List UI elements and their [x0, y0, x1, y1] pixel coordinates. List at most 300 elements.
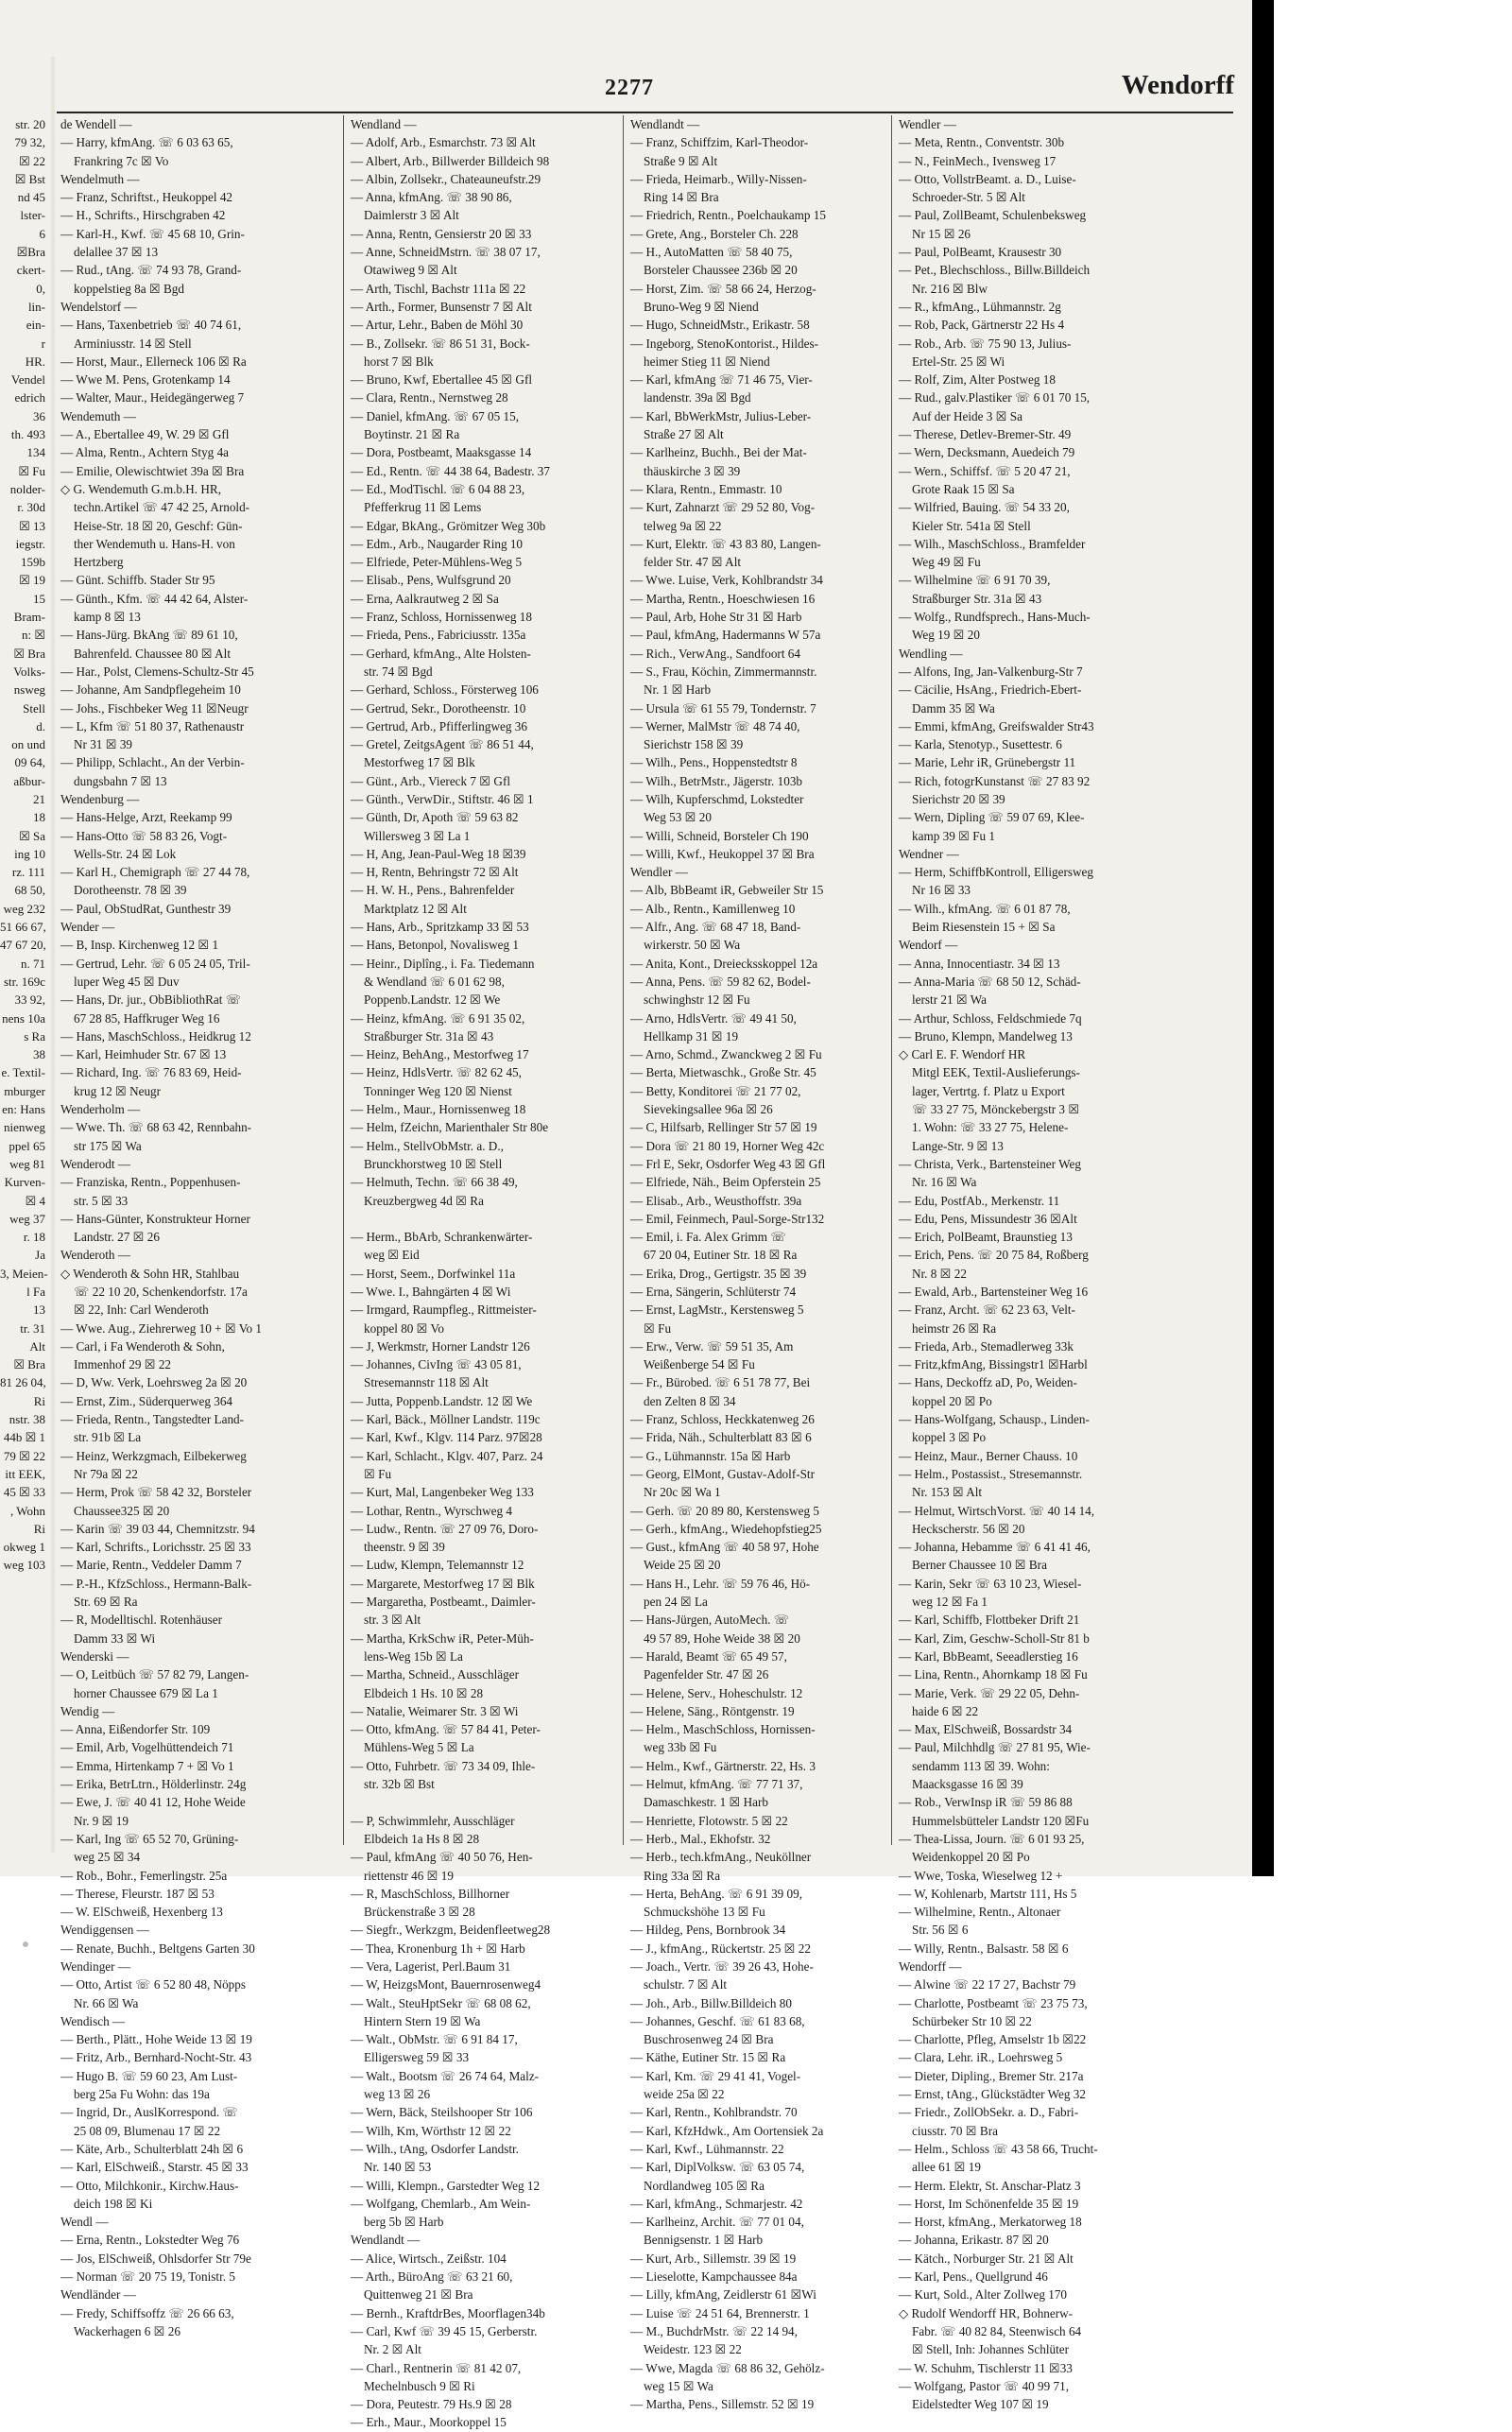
directory-entry-line: ciusstr. 70 ☒ Bra: [912, 2123, 998, 2138]
directory-entry-line: — Richard, Ing. ☏ 76 83 69, Heid-: [60, 1065, 242, 1080]
surname-heading: Wendisch —: [60, 2013, 126, 2028]
directory-entry-line: — Hugo B. ☏ 59 60 23, Am Lust-: [60, 2068, 238, 2083]
directory-entry-line: — Jutta, Poppenb.Landstr. 12 ☒ We: [351, 1393, 533, 1408]
directory-entry-line: — Alwine ☏ 22 17 27, Bachstr 79: [899, 1977, 1076, 1992]
directory-entry-line: Poppenb.Landstr. 12 ☒ We: [364, 992, 501, 1008]
directory-entry-line: — Günt., Arb., Viereck 7 ☒ Gfl: [351, 773, 511, 788]
directory-entry-line: — Rich, fotogrKunstanst ☏ 27 83 92: [899, 773, 1091, 788]
directory-entry-line: koppel 3 ☒ Po: [912, 1430, 987, 1445]
directory-entry-line: — Hans-Helge, Arzt, Reekamp 99: [60, 810, 232, 825]
directory-entry-line: Damaschkestr. 1 ☒ Harb: [644, 1795, 768, 1810]
directory-entry-line: Tonninger Weg 120 ☒ Nienst: [364, 1083, 512, 1098]
directory-entry-line: — W, HeizgsMont, Bauernrosenweg4: [351, 1977, 541, 1992]
directory-entry-line: — Helm., StellvObMstr. a. D.,: [351, 1138, 504, 1153]
directory-entry-line: Stresemannstr 118 ☒ Alt: [364, 1375, 489, 1390]
directory-entry-line: — Paul, kfmAng ☏ 40 50 76, Hen-: [351, 1850, 533, 1865]
directory-entry-line: — Wilfried, Bauing. ☏ 54 33 20,: [899, 500, 1070, 515]
directory-entry-line: Pagenfelder Str. 47 ☒ 26: [644, 1667, 769, 1682]
directory-entry-line: — Dieter, Dipling., Bremer Str. 217a: [899, 2068, 1084, 2083]
directory-entry-line: schwinghstr 12 ☒ Fu: [644, 992, 750, 1008]
directory-entry-line: Dorotheenstr. 78 ☒ 39: [74, 883, 187, 898]
directory-entry-line: — Klara, Rentn., Emmastr. 10: [630, 481, 782, 496]
directory-entry-line: — Thea-Lissa, Journ. ☏ 6 01 93 25,: [899, 1831, 1085, 1846]
previous-page-fragment: 79 ☒ 22: [3, 1448, 45, 1463]
directory-entry-line: — Kätch., Norburger Str. 21 ☒ Alt: [899, 2251, 1074, 2266]
directory-entry-line: — Arno, HdlsVertr. ☏ 49 41 50,: [630, 1010, 797, 1026]
directory-entry-line: horst 7 ☒ Blk: [364, 354, 434, 369]
directory-entry-line: Elligersweg 59 ☒ 33: [364, 2050, 470, 2065]
directory-entry-line: — Karl, BbBeamt, Seeadlerstieg 16: [899, 1648, 1078, 1664]
previous-page-fragment: str. 20: [15, 117, 45, 131]
directory-entry-line: — Horst, kfmAng., Merkatorweg 18: [899, 2215, 1082, 2230]
previous-page-fragment: 21: [33, 791, 45, 806]
directory-entry-line: — Heinz, Maur., Berner Chauss. 10: [899, 1448, 1078, 1463]
directory-entry-line: — Har., Polst, Clemens-Schultz-Str 45: [60, 664, 254, 679]
directory-entry-line: — Erich, Pens. ☏ 20 75 84, Roßberg: [899, 1248, 1089, 1263]
directory-entry-line: — Wilh., BetrMstr., Jägerstr. 103b: [630, 773, 803, 788]
directory-entry-line: — Gerh. ☏ 20 89 80, Kerstensweg 5: [630, 1503, 819, 1518]
directory-entry-line: — Meta, Rentn., Conventstr. 30b: [899, 135, 1065, 150]
directory-entry-line: Sierichstr 20 ☒ 39: [912, 791, 1005, 806]
directory-entry-line: — Wilh., kfmAng. ☏ 6 01 87 78,: [899, 901, 1071, 916]
directory-entry-line: — B., Zollsekr. ☏ 86 51 31, Bock-: [351, 336, 530, 351]
directory-entry-line: Schroeder-Str. 5 ☒ Alt: [912, 190, 1025, 205]
directory-entry-line: — J., kfmAng., Rückertstr. 25 ☒ 22: [630, 1940, 811, 1956]
previous-page-fragment: n. 71: [21, 956, 45, 971]
previous-page-fragment: Ja: [35, 1248, 45, 1263]
directory-entry-line: — Frieda, Pens., Fabriciusstr. 135a: [351, 628, 526, 643]
directory-entry-line: — Albert, Arb., Billwerder Billdeich 98: [351, 153, 550, 168]
directory-entry-line: — Wwe. Luise, Verk, Kohlbrandstr 34: [630, 573, 823, 588]
directory-entry-line: & Wendland ☏ 6 01 62 98,: [364, 974, 505, 989]
directory-entry-line: — Dora, Peutestr. 79 Hs.9 ☒ 28: [351, 2397, 512, 2412]
directory-entry-line: riettenstr 46 ☒ 19: [364, 1868, 454, 1883]
directory-entry-line: — Martha, KrkSchw iR, Peter-Müh-: [351, 1630, 534, 1646]
directory-entry-line: — R., kfmAng., Lühmannstr. 2g: [899, 299, 1061, 314]
directory-entry-line: — Lothar, Rentn., Wyrschweg 4: [351, 1503, 512, 1518]
directory-entry-line: — Wern., Schiffsf. ☏ 5 20 47 21,: [899, 463, 1071, 478]
previous-page-fragment: e. Textil-: [1, 1065, 45, 1080]
directory-entry-line: — Karl, Kwf., Lühmannstr. 22: [630, 2141, 784, 2156]
directory-entry-line: — Johanne, Am Sandpflegeheim 10: [60, 682, 241, 698]
previous-page-fragment: 68 50,: [14, 883, 45, 898]
directory-entry-line: ◇ Wenderoth & Sohn HR, Stahlbau: [60, 1266, 240, 1281]
directory-entry-line: — Walt., ObMstr. ☏ 6 91 84 17,: [351, 2032, 518, 2047]
directory-entry-line: — Anna, Eißendorfer Str. 109: [60, 1722, 211, 1737]
running-head: Wendorff: [1121, 70, 1234, 100]
previous-page-fragment: 15: [33, 591, 45, 606]
directory-entry-line: weg 33b ☒ Fu: [644, 1740, 717, 1755]
previous-page-fragment: edrich: [14, 390, 45, 405]
directory-entry-line: — Wern, Decksmann, Auedeich 79: [899, 445, 1075, 460]
directory-entry-line: — Paul, ZollBeamt, Schulenbeksweg: [899, 208, 1087, 223]
directory-entry-line: Sievekingsallee 96a ☒ 26: [644, 1102, 773, 1117]
directory-entry-line: — Karl H., Chemigraph ☏ 27 44 78,: [60, 865, 250, 880]
directory-entry-line: — Hugo, SchneidMstr., Erikastr. 58: [630, 318, 810, 333]
directory-entry-line: Damm 33 ☒ Wi: [74, 1630, 156, 1646]
directory-entry-line: — Alma, Rentn., Achtern Styg 4a: [60, 445, 230, 460]
directory-entry-line: — Gerhard, kfmAng., Alte Holsten-: [351, 646, 531, 661]
directory-entry-line: str. 91b ☒ La: [74, 1430, 142, 1445]
directory-entry-line: — Werner, MalMstr ☏ 48 74 40,: [630, 718, 800, 733]
directory-entry-line: Hummelsbütteler Landstr 120 ☒Fu: [912, 1813, 1090, 1828]
directory-entry-line: Nr. 153 ☒ Alt: [912, 1485, 983, 1500]
directory-entry-line: — Walt., SteuHptSekr ☏ 68 08 62,: [351, 1995, 531, 2010]
directory-entry-line: Nr 31 ☒ 39: [74, 737, 133, 752]
directory-entry-line: Buschrosenweg 24 ☒ Bra: [644, 2032, 774, 2047]
previous-page-fragment: 33 92,: [14, 992, 45, 1008]
previous-page-fragment: Alt: [29, 1338, 45, 1354]
directory-entry-line: [351, 1793, 617, 1811]
surname-heading: Wendler —: [899, 117, 956, 131]
directory-entry-line: — Karl, Heimhuder Str. 67 ☒ 13: [60, 1047, 227, 1062]
directory-entry-line: — H., AutoMatten ☏ 58 40 75,: [630, 245, 793, 260]
previous-page-fragment: 81 26 04,: [0, 1375, 46, 1390]
directory-entry-line: — Franz, Schloss, Heckkatenweg 26: [630, 1412, 815, 1427]
directory-entry-line: Beim Riesenstein 15 + ☒ Sa: [912, 920, 1056, 935]
directory-entry-line: Weg 49 ☒ Fu: [912, 555, 981, 570]
directory-entry-line: Nr. 9 ☒ 19: [74, 1813, 129, 1828]
directory-entry-line: — Fritz, Arb., Bernhard-Nocht-Str. 43: [60, 2050, 252, 2065]
directory-entry-line: — Wilhelmine, Rentn., Altonaer: [899, 1905, 1061, 1920]
directory-entry-line: telweg 9a ☒ 22: [644, 518, 722, 533]
directory-entry-line: — Heinz, kfmAng. ☏ 6 91 35 02,: [351, 1010, 525, 1026]
surname-heading: Wendländer —: [60, 2287, 136, 2303]
previous-page-fragment: d.: [36, 718, 45, 733]
directory-entry-line: — Wwe. Th. ☏ 68 63 42, Rennbahn-: [60, 1120, 252, 1135]
directory-entry-line: lens-Weg 15b ☒ La: [364, 1648, 463, 1664]
directory-entry-line: weide 25a ☒ 22: [644, 2087, 725, 2102]
directory-entry-line: Arminiusstr. 14 ☒ Stell: [74, 336, 192, 351]
surname-heading: Wendorff —: [899, 1958, 962, 1974]
directory-entry-line: — Gerh., kfmAng., Wiedehopfstieg25: [630, 1521, 822, 1536]
scan-dust-speck: [23, 1941, 28, 1947]
directory-entry-line: str. 32b ☒ Bst: [364, 1777, 435, 1792]
previous-page-fragment: weg 232: [3, 901, 45, 916]
directory-entry-line: Nr 20c ☒ Wa 1: [644, 1485, 721, 1500]
directory-entry-line: — Frida, Näh., Schulterblatt 83 ☒ 6: [630, 1430, 812, 1445]
directory-entry-line: — Wwe, Magda ☏ 68 86 32, Gehölz-: [630, 2360, 825, 2375]
directory-entry-line: — Karl-H., Kwf. ☏ 45 68 10, Grin-: [60, 226, 245, 241]
directory-entry-line: ☒ Fu: [644, 1320, 672, 1336]
previous-page-fragment: Bram-: [13, 610, 45, 625]
directory-entry-line: — Gerhard, Schloss., Försterweg 106: [351, 682, 539, 698]
directory-entry-line: — Otto, kfmAng. ☏ 57 84 41, Peter-: [351, 1722, 541, 1737]
directory-entry-line: — Lieselotte, Kampchaussee 84a: [630, 2269, 798, 2285]
directory-entry-line: — Herm, Prok ☏ 58 42 32, Borsteler: [60, 1485, 252, 1500]
previous-page-fragment: Ri: [33, 1393, 45, 1408]
directory-entry-line: deich 198 ☒ Ki: [74, 2196, 153, 2211]
directory-entry-line: koppel 80 ☒ Vo: [364, 1320, 444, 1336]
previous-page-fragment: aßbur-: [13, 773, 45, 788]
directory-entry-line: — Norman ☏ 20 75 19, Tonistr. 5: [60, 2269, 235, 2285]
directory-entry-line: — Helene, Serv., Hoheschulstr. 12: [630, 1685, 803, 1700]
directory-entry-line: — Karl, Km. ☏ 29 41 41, Vogel-: [630, 2068, 801, 2083]
directory-entry-line: weg 25 ☒ 34: [74, 1850, 141, 1865]
directory-entry-line: Nr. 1 ☒ Harb: [644, 682, 712, 698]
previous-page-fragment: nstr. 38: [9, 1412, 45, 1427]
previous-page-fragment: 51 66 67,: [0, 920, 46, 935]
surname-heading: Wendinger —: [60, 1958, 131, 1974]
directory-entry-line: dungsbahn 7 ☒ 13: [74, 773, 167, 788]
directory-entry-line: — Gust., kfmAng ☏ 40 58 97, Hohe: [630, 1540, 819, 1555]
directory-entry-line: Lange-Str. 9 ☒ 13: [912, 1138, 1004, 1153]
directory-entry-line: — Kurt, Sold., Alter Zollweg 170: [899, 2287, 1068, 2303]
directory-entry-line: — W. ElSchweiß, Hexenberg 13: [60, 1905, 223, 1920]
directory-entry-line: — Erich, PolBeamt, Braunstieg 13: [899, 1230, 1073, 1245]
surname-heading: Wendelstorf —: [60, 299, 137, 314]
previous-page-fragment: r: [41, 336, 45, 351]
directory-entry-line: — Daniel, kfmAng. ☏ 67 05 15,: [351, 408, 520, 423]
directory-entry-line: — Alice, Wirtsch., Zeißstr. 104: [351, 2251, 507, 2266]
directory-entry-line: — Martha, Pens., Sillemstr. 52 ☒ 19: [630, 2397, 815, 2412]
directory-entry-line: — Anna, Rentn, Gensierstr 20 ☒ 33: [351, 226, 532, 241]
directory-entry-line: ☏ 22 10 20, Schenkendorfstr. 17a: [74, 1285, 248, 1299]
previous-page-fragment: 159b: [21, 555, 45, 570]
directory-entry-line: — Ed., ModTischl. ☏ 6 04 88 23,: [351, 481, 525, 496]
directory-entry-line: weg ☒ Eid: [364, 1248, 420, 1263]
directory-entry-line: — Charlotte, Postbeamt ☏ 23 75 73,: [899, 1995, 1088, 2010]
directory-entry-line: — Otto, Fuhrbetr. ☏ 73 34 09, Ihle-: [351, 1758, 536, 1773]
previous-page-fragment: ppel 65: [9, 1138, 45, 1153]
previous-page-fragment: 36: [33, 408, 45, 423]
directory-entry-line: Weide 25 ☒ 20: [644, 1558, 721, 1573]
directory-entry-line: — Paul, PolBeamt, Krausestr 30: [899, 245, 1062, 260]
directory-entry-line: — Kurt, Elektr. ☏ 43 83 80, Langen-: [630, 536, 821, 551]
directory-entry-line: kamp 39 ☒ Fu 1: [912, 828, 996, 843]
directory-entry-line: — A., Ebertallee 49, W. 29 ☒ Gfl: [60, 427, 230, 442]
directory-entry-line: kamp 8 ☒ 13: [74, 610, 141, 625]
directory-entry-line: Weißenberge 54 ☒ Fu: [644, 1357, 755, 1372]
directory-entry-line: — Heinz, Werkzgmach, Eilbekerweg: [60, 1448, 247, 1463]
directory-entry-line: — C, Hilfsarb, Rellinger Str 57 ☒ 19: [630, 1120, 817, 1135]
directory-entry-line: Grote Raak 15 ☒ Sa: [912, 481, 1015, 496]
directory-entry-line: — P.-H., KfzSchloss., Hermann-Balk-: [60, 1576, 252, 1591]
directory-entry-line: — Herm, SchiffbKontroll, Elligersweg: [899, 865, 1093, 880]
directory-entry-line: — H., Schrifts., Hirschgraben 42: [60, 208, 226, 223]
directory-entry-line: Sierichstr 158 ☒ 39: [644, 737, 744, 752]
previous-page-fragment: Volks-: [13, 664, 45, 679]
directory-entry-line: — Erika, Drog., Gertigstr. 35 ☒ 39: [630, 1266, 807, 1281]
directory-entry-line: Nr. 216 ☒ Blw: [912, 281, 988, 296]
directory-entry-line: Nr 15 ☒ 26: [912, 226, 971, 241]
previous-page-fragment: ckert-: [16, 263, 45, 278]
directory-entry-line: — Harald, Beamt ☏ 65 49 57,: [630, 1648, 787, 1664]
directory-entry-line: — Emmi, kfmAng, Greifswalder Str43: [899, 718, 1094, 733]
directory-entry-line: Heise-Str. 18 ☒ 20, Geschf: Gün-: [74, 518, 243, 533]
directory-entry-line: — Günth, Dr, Apoth ☏ 59 63 82: [351, 810, 519, 825]
directory-entry-line: — Wolfg., Rundfsprech., Hans-Much-: [899, 610, 1091, 625]
directory-entry-line: — Wwe. Aug., Ziehrerweg 10 + ☒ Vo 1: [60, 1320, 263, 1336]
surname-heading: Wenderoth —: [60, 1248, 131, 1263]
directory-entry-line: — Horst, Im Schönenfelde 35 ☒ 19: [899, 2196, 1079, 2211]
directory-entry-line: — Hans, Arb., Spritzkamp 33 ☒ 53: [351, 920, 529, 935]
surname-heading: Wendl —: [60, 2215, 109, 2230]
previous-page-fragment: ☒ Bra: [13, 1357, 45, 1372]
directory-entry-line: — Emilie, Olewischtwiet 39a ☒ Bra: [60, 463, 245, 478]
directory-entry-line: 67 20 04, Eutiner Str. 18 ☒ Ra: [644, 1248, 798, 1263]
directory-entry-line: Maacksgasse 16 ☒ 39: [912, 1777, 1023, 1792]
previous-page-fragment: en: Hans: [2, 1102, 45, 1117]
directory-entry-line: — Arno, Schmd., Zwanckweg 2 ☒ Fu: [630, 1047, 822, 1062]
directory-entry-line: — Frl E, Sekr, Osdorfer Weg 43 ☒ Gfl: [630, 1156, 826, 1171]
directory-entry-line: — Alb, BbBeamt iR, Gebweiler Str 15: [630, 883, 824, 898]
directory-column-4: [899, 115, 1165, 2412]
directory-entry-line: — Clara, Rentn., Nernstweg 28: [351, 390, 508, 405]
directory-entry-line: — Wolfgang, Chemlarb., Am Wein-: [351, 2196, 531, 2211]
directory-entry-line: — Rob., VerwInsp iR ☏ 59 86 88: [899, 1795, 1073, 1810]
directory-entry-line: — Erna, Sängerin, Schlüterstr 74: [630, 1285, 797, 1299]
directory-entry-line: Boytinstr. 21 ☒ Ra: [364, 427, 460, 442]
directory-entry-line: — Franz, Schriftst., Heukoppel 42: [60, 190, 233, 205]
directory-entry-line: — Helm, fZeichn, Marienthaler Str 80e: [351, 1120, 549, 1135]
previous-page-fragment: HR.: [25, 354, 45, 369]
directory-entry-line: — Rolf, Zim, Alter Postweg 18: [899, 372, 1056, 388]
directory-entry-line: Wackerhagen 6 ☒ 26: [74, 2323, 180, 2338]
previous-page-fragment: 6: [39, 226, 45, 241]
directory-entry-line: — Ingrid, Dr., AuslKorrespond. ☏: [60, 2105, 238, 2120]
directory-entry-line: — Therese, Detlev-Bremer-Str. 49: [899, 427, 1072, 442]
directory-entry-line: Kieler Str. 541a ☒ Stell: [912, 518, 1031, 533]
directory-entry-line: — G., Lühmannstr. 15a ☒ Harb: [630, 1448, 791, 1463]
directory-entry-line: — Günt. Schiffb. Stader Str 95: [60, 573, 215, 588]
directory-entry-line: Immenhof 29 ☒ 22: [74, 1357, 172, 1372]
directory-entry-line: — Ernst, Zim., Süderquerweg 364: [60, 1393, 233, 1408]
previous-page-fragment: Ri: [33, 1521, 45, 1536]
directory-entry-line: — Anna-Maria ☏ 68 50 12, Schäd-: [899, 974, 1081, 989]
directory-entry-line: — Siegfr., Werkzgm, Beidenfleetweg28: [351, 1923, 551, 1938]
directory-entry-line: — Ewe, J. ☏ 40 41 12, Hohe Weide: [60, 1795, 246, 1810]
surname-heading: Wenderodt —: [60, 1156, 131, 1171]
previous-page-fragment: lin-: [27, 299, 45, 314]
directory-entry-line: — Karl, kfmAng., Schmarjestr. 42: [630, 2196, 803, 2211]
directory-entry-line: — Margarete, Mestorfweg 17 ☒ Blk: [351, 1576, 535, 1591]
directory-entry-line: — Arth., BüroAng ☏ 63 21 60,: [351, 2269, 513, 2285]
directory-entry-line: — Paul, kfmAng, Hadermanns W 57a: [630, 628, 821, 643]
directory-entry-line: Schürbeker Str 10 ☒ 22: [912, 2013, 1032, 2028]
directory-entry-line: — Jos, ElSchweiß, Ohlsdorfer Str 79e: [60, 2251, 251, 2266]
directory-entry-line: Straßburger Str. 31a ☒ 43: [912, 591, 1042, 606]
directory-entry-line: — Heinz, HdlsVertr. ☏ 82 62 45,: [351, 1065, 522, 1080]
directory-entry-line: — Frieda, Rentn., Tangstedter Land-: [60, 1412, 245, 1427]
directory-entry-line: — Clara, Lehr. iR., Loehrsweg 5: [899, 2050, 1063, 2065]
directory-entry-line: — M., BuchdrMstr. ☏ 22 14 94,: [630, 2323, 798, 2338]
directory-entry-line: — Wilh., MaschSchloss., Bramfelder: [899, 536, 1086, 551]
directory-entry-line: — Helm., Maur., Hornissenweg 18: [351, 1102, 526, 1117]
page-number: 2277: [605, 76, 654, 100]
directory-entry-line: — W. Schuhm, Tischlerstr 11 ☒33: [899, 2360, 1073, 2375]
directory-entry-line: pen 24 ☒ La: [644, 1595, 708, 1610]
directory-entry-line: Kreuzbergweg 4d ☒ Ra: [364, 1193, 484, 1208]
directory-entry-line: — Grete, Ang., Borsteler Ch. 228: [630, 226, 799, 241]
directory-entry-line: Bruno-Weg 9 ☒ Niend: [644, 299, 759, 314]
directory-entry-line: Hertzberg: [74, 555, 124, 570]
directory-entry-line: Mühlens-Weg 5 ☒ La: [364, 1740, 474, 1755]
surname-heading: Wendiggensen —: [60, 1923, 149, 1938]
directory-entry-line: Damm 35 ☒ Wa: [912, 700, 995, 716]
directory-entry-line: — Alfons, Ing, Jan-Valkenburg-Str 7: [899, 664, 1083, 679]
directory-entry-line: — Karlheinz, Buchh., Bei der Mat-: [630, 445, 807, 460]
directory-entry-line: — Johanna, Hebamme ☏ 6 41 41 46,: [899, 1540, 1091, 1555]
directory-entry-line: ◇ G. Wendemuth G.m.b.H. HR,: [60, 481, 222, 496]
directory-entry-line: — Hans, Dr. jur., ObBibliothRat ☏: [60, 992, 242, 1008]
directory-entry-line: — Carl, Kwf ☏ 39 45 15, Gerberstr.: [351, 2323, 538, 2338]
directory-entry-line: Nordlandweg 105 ☒ Ra: [644, 2178, 765, 2193]
previous-page-fragment: ing 10: [14, 846, 45, 861]
directory-entry-line: — Edgar, BkAng., Grömitzer Weg 30b: [351, 518, 546, 533]
directory-entry-line: — Charl., Rentnerin ☏ 81 42 07,: [351, 2360, 522, 2375]
directory-entry-line: 25 08 09, Blumenau 17 ☒ 22: [74, 2123, 221, 2138]
directory-entry-line: Schmuckshöhe 13 ☒ Fu: [644, 1905, 765, 1920]
previous-page-fragment: ☒ Bst: [14, 171, 45, 186]
directory-entry-line: — Günth., Kfm. ☏ 44 42 64, Alster-: [60, 591, 249, 606]
directory-entry-line: — Rud., galv.Plastiker ☏ 6 01 70 15,: [899, 390, 1091, 405]
directory-entry-line: — Marie, Rentn., Veddeler Damm 7: [60, 1558, 242, 1573]
directory-entry-line: — Willi, Klempn., Garstedter Weg 12: [351, 2178, 541, 2193]
directory-entry-line: ☏ 33 27 75, Mönckebergstr 3 ☒: [912, 1102, 1080, 1117]
directory-column-3: [630, 115, 897, 2412]
directory-entry-line: — Otto, Artist ☏ 6 52 80 48, Nöpps: [60, 1977, 246, 1992]
directory-entry-line: Mestorfweg 17 ☒ Blk: [364, 755, 475, 770]
directory-entry-line: — Friedrich, Rentn., Poelchaukamp 15: [630, 208, 826, 223]
previous-page-fragment: ☒Bra: [16, 245, 45, 260]
directory-entry-line: str 175 ☒ Wa: [74, 1138, 142, 1153]
directory-entry-line: — H, Rentn, Behringstr 72 ☒ Alt: [351, 865, 519, 880]
directory-entry-line: — Hans H., Lehr. ☏ 59 76 46, Hö-: [630, 1576, 811, 1591]
directory-entry-line: Brückenstraße 3 ☒ 28: [364, 1905, 475, 1920]
directory-entry-line: — Arth, Tischl, Bachstr 111a ☒ 22: [351, 281, 526, 296]
directory-entry-line: — Gretel, ZeitgsAgent ☏ 86 51 44,: [351, 737, 534, 752]
previous-page-fragment: ☒ 13: [19, 518, 45, 533]
directory-entry-line: — Max, ElSchweiß, Bossardstr 34: [899, 1722, 1073, 1737]
directory-entry-line: ther Wendemuth u. Hans-H. von: [74, 536, 235, 551]
directory-entry-line: — Edu, PostfAb., Merkenstr. 11: [899, 1193, 1060, 1208]
directory-entry-line: Weidenkoppel 20 ☒ Po: [912, 1850, 1030, 1865]
directory-entry-line: Chaussee325 ☒ 20: [74, 1503, 170, 1518]
directory-entry-line: techn.Artikel ☏ 47 42 25, Arnold-: [74, 500, 250, 515]
directory-entry-line: — Johannes, Geschf. ☏ 61 83 68,: [630, 2013, 805, 2028]
directory-entry-line: — Hildeg, Pens, Bornbrook 34: [630, 1923, 786, 1938]
directory-entry-line: — Anna, Innocentiastr. 34 ☒ 13: [899, 956, 1060, 971]
directory-entry-line: — Adolf, Arb., Esmarchstr. 73 ☒ Alt: [351, 135, 536, 150]
directory-entry-line: thäuskirche 3 ☒ 39: [644, 463, 741, 478]
previous-page-fragment: ☒ Sa: [19, 828, 45, 843]
directory-entry-line: — Hans-Jürg. BkAng ☏ 89 61 10,: [60, 628, 238, 643]
directory-entry-line: — Kurt, Arb., Sillemstr. 39 ☒ 19: [630, 2251, 797, 2266]
directory-entry-line: Hintern Stern 19 ☒ Wa: [364, 2013, 481, 2028]
directory-entry-line: Daimlerstr 3 ☒ Alt: [364, 208, 459, 223]
previous-page-fragment: ein-: [26, 318, 45, 333]
directory-entry-line: — Carl, i Fa Wenderoth & Sohn,: [60, 1338, 225, 1354]
directory-entry-line: — Ernst, tAng., Glückstädter Weg 32: [899, 2087, 1086, 2102]
directory-entry-line: — Karl, Kwf., Klgv. 114 Parz. 97☒28: [351, 1430, 542, 1445]
directory-entry-line: Elbdeich 1a Hs 8 ☒ 28: [364, 1831, 480, 1846]
directory-entry-line: Marktplatz 12 ☒ Alt: [364, 901, 467, 916]
directory-entry-line: — Erika, BetrLtrn., Hölderlinstr. 24g: [60, 1777, 247, 1792]
directory-entry-line: — Franziska, Rentn., Poppenhusen-: [60, 1175, 241, 1190]
directory-entry-line: — Martha, Schneid., Ausschläger: [351, 1667, 519, 1682]
directory-entry-line: — Ludw, Klempn, Telemannstr 12: [351, 1558, 524, 1573]
directory-entry-line: — Dora ☏ 21 80 19, Horner Weg 42c: [630, 1138, 825, 1153]
directory-entry-line: Str. 69 ☒ Ra: [74, 1595, 138, 1610]
directory-entry-line: — Arthur, Schloss, Feldschmiede 7q: [899, 1010, 1082, 1026]
directory-entry-line: — Fredy, Schiffsoffz ☏ 26 66 63,: [60, 2305, 234, 2320]
directory-entry-line: — Ludw., Rentn. ☏ 27 09 76, Doro-: [351, 1521, 539, 1536]
directory-entry-line: — Willi, Schneid, Borsteler Ch 190: [630, 828, 809, 843]
directory-entry-line: Willersweg 3 ☒ La 1: [364, 828, 471, 843]
directory-entry-line: — Franz, Schiffzim, Karl-Theodor-: [630, 135, 809, 150]
previous-page-fragment: 18: [33, 810, 45, 825]
